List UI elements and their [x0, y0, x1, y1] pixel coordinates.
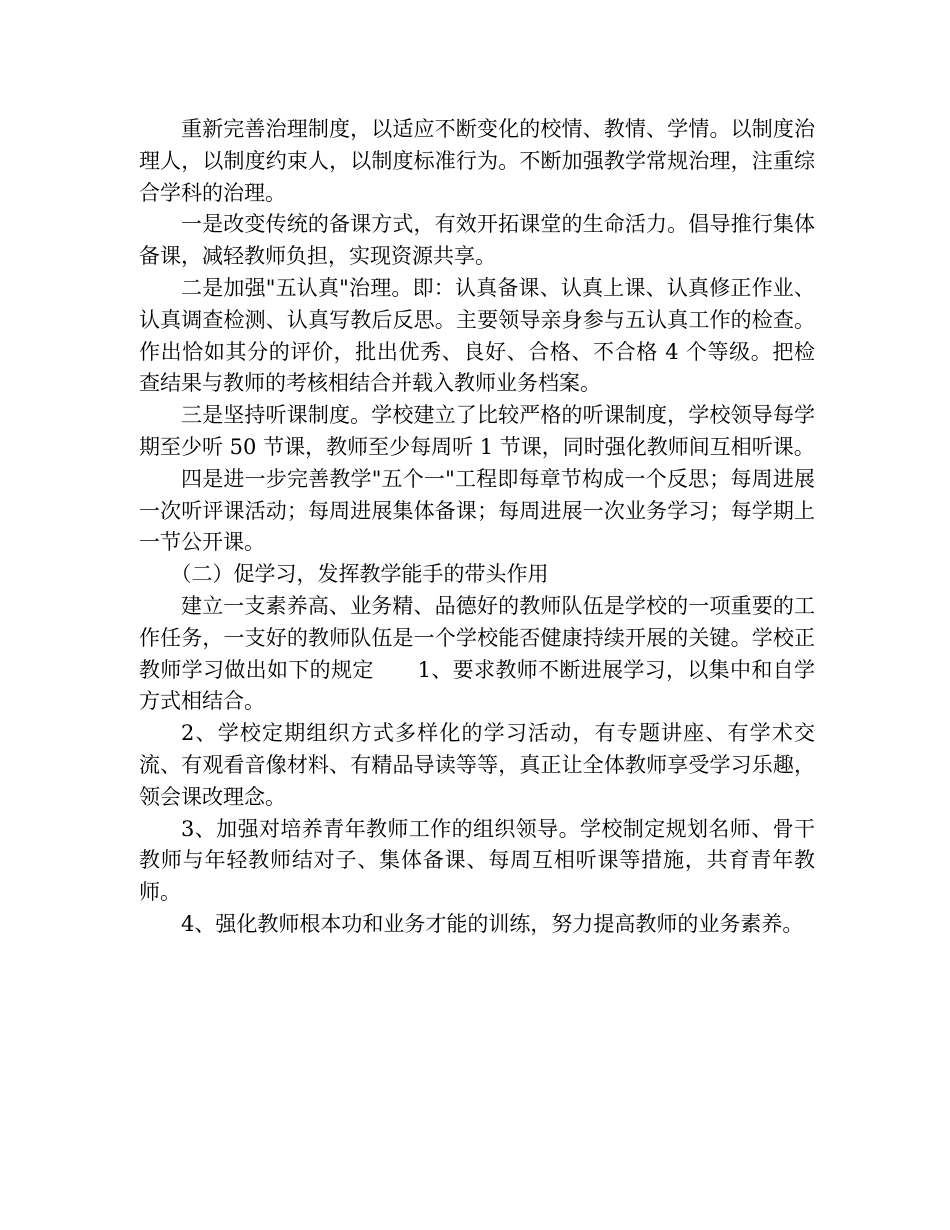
paragraph-study-rule-3: 3、加强对培养青年教师工作的组织领导。学校制定规划名师、骨干教师与年轻教师结对子、集体备课、每周互相听课等措施，共育青年教师。 — [139, 816, 815, 905]
paragraph-lesson-observation: 三是坚持听课制度。学校建立了比较严格的听课制度，学校领导每学期至少听 50 节课，教师至少每周听 1 节课，同时强化教师间互相听课。 — [139, 403, 815, 459]
paragraph-five-earnest: 二是加强"五认真"治理。即：认真备课、认真上课、认真修正作业、认真调查检测、认真写教后反思。主要领导亲身参与五认真工作的检查。作出恰如其分的评价，批出优秀、良好、合格、不合格 4 个等级。把检查结果与教师的考核相结合并载入教师业务档案。 — [139, 275, 815, 396]
paragraph-lesson-preparation: 一是改变传统的备课方式，有效开拓课堂的生命活力。倡导推行集体备课，减轻教师负担，实现资源共享。 — [139, 212, 815, 269]
paragraph-teacher-team — [139, 591, 815, 718]
paragraph-five-ones: 四是进一步完善教学"五个一"工程即每章节构成一个反思；每周进展一次听评课活动；每周进展集体备课；每周进展一次业务学习；每学期上一节公开课。 — [139, 466, 815, 555]
paragraph-study-rule-2: 2、学校定期组织方式多样化的学习活动，有专题讲座、有学术交流、有观看音像材料、有精品导读等等，真正让全体教师享受学习乐趣，领会课改理念。 — [139, 721, 815, 809]
section-heading-learning: （二）促学习，发挥教学能手的带头作用 — [170, 562, 549, 587]
paragraph-study-rule-4: 4、强化教师根本功和业务才能的训练，努力提高教师的业务素养。 — [181, 911, 804, 936]
study-rule-1: 1、要求教师不断进展学习，以集中和自学方式相结合。 — [139, 657, 815, 714]
document-page — [139, 114, 815, 941]
teacher-team-text: 建立一支素养高、业务精、品德好的教师队伍是学校的一项重要的工作任务，一支好的教师队伍是一个学校能否健康持续开展的关键。 — [139, 593, 815, 650]
paragraph-management-system: 重新完善治理制度，以适应不断变化的校情、教情、学情。以制度治理人，以制度约束人，以制度标准行为。不断加强教学常规治理，注重综合学科的治理。 — [139, 117, 815, 205]
study-rules-intro: 学校正教师学习做出如下的规定 — [139, 625, 816, 682]
